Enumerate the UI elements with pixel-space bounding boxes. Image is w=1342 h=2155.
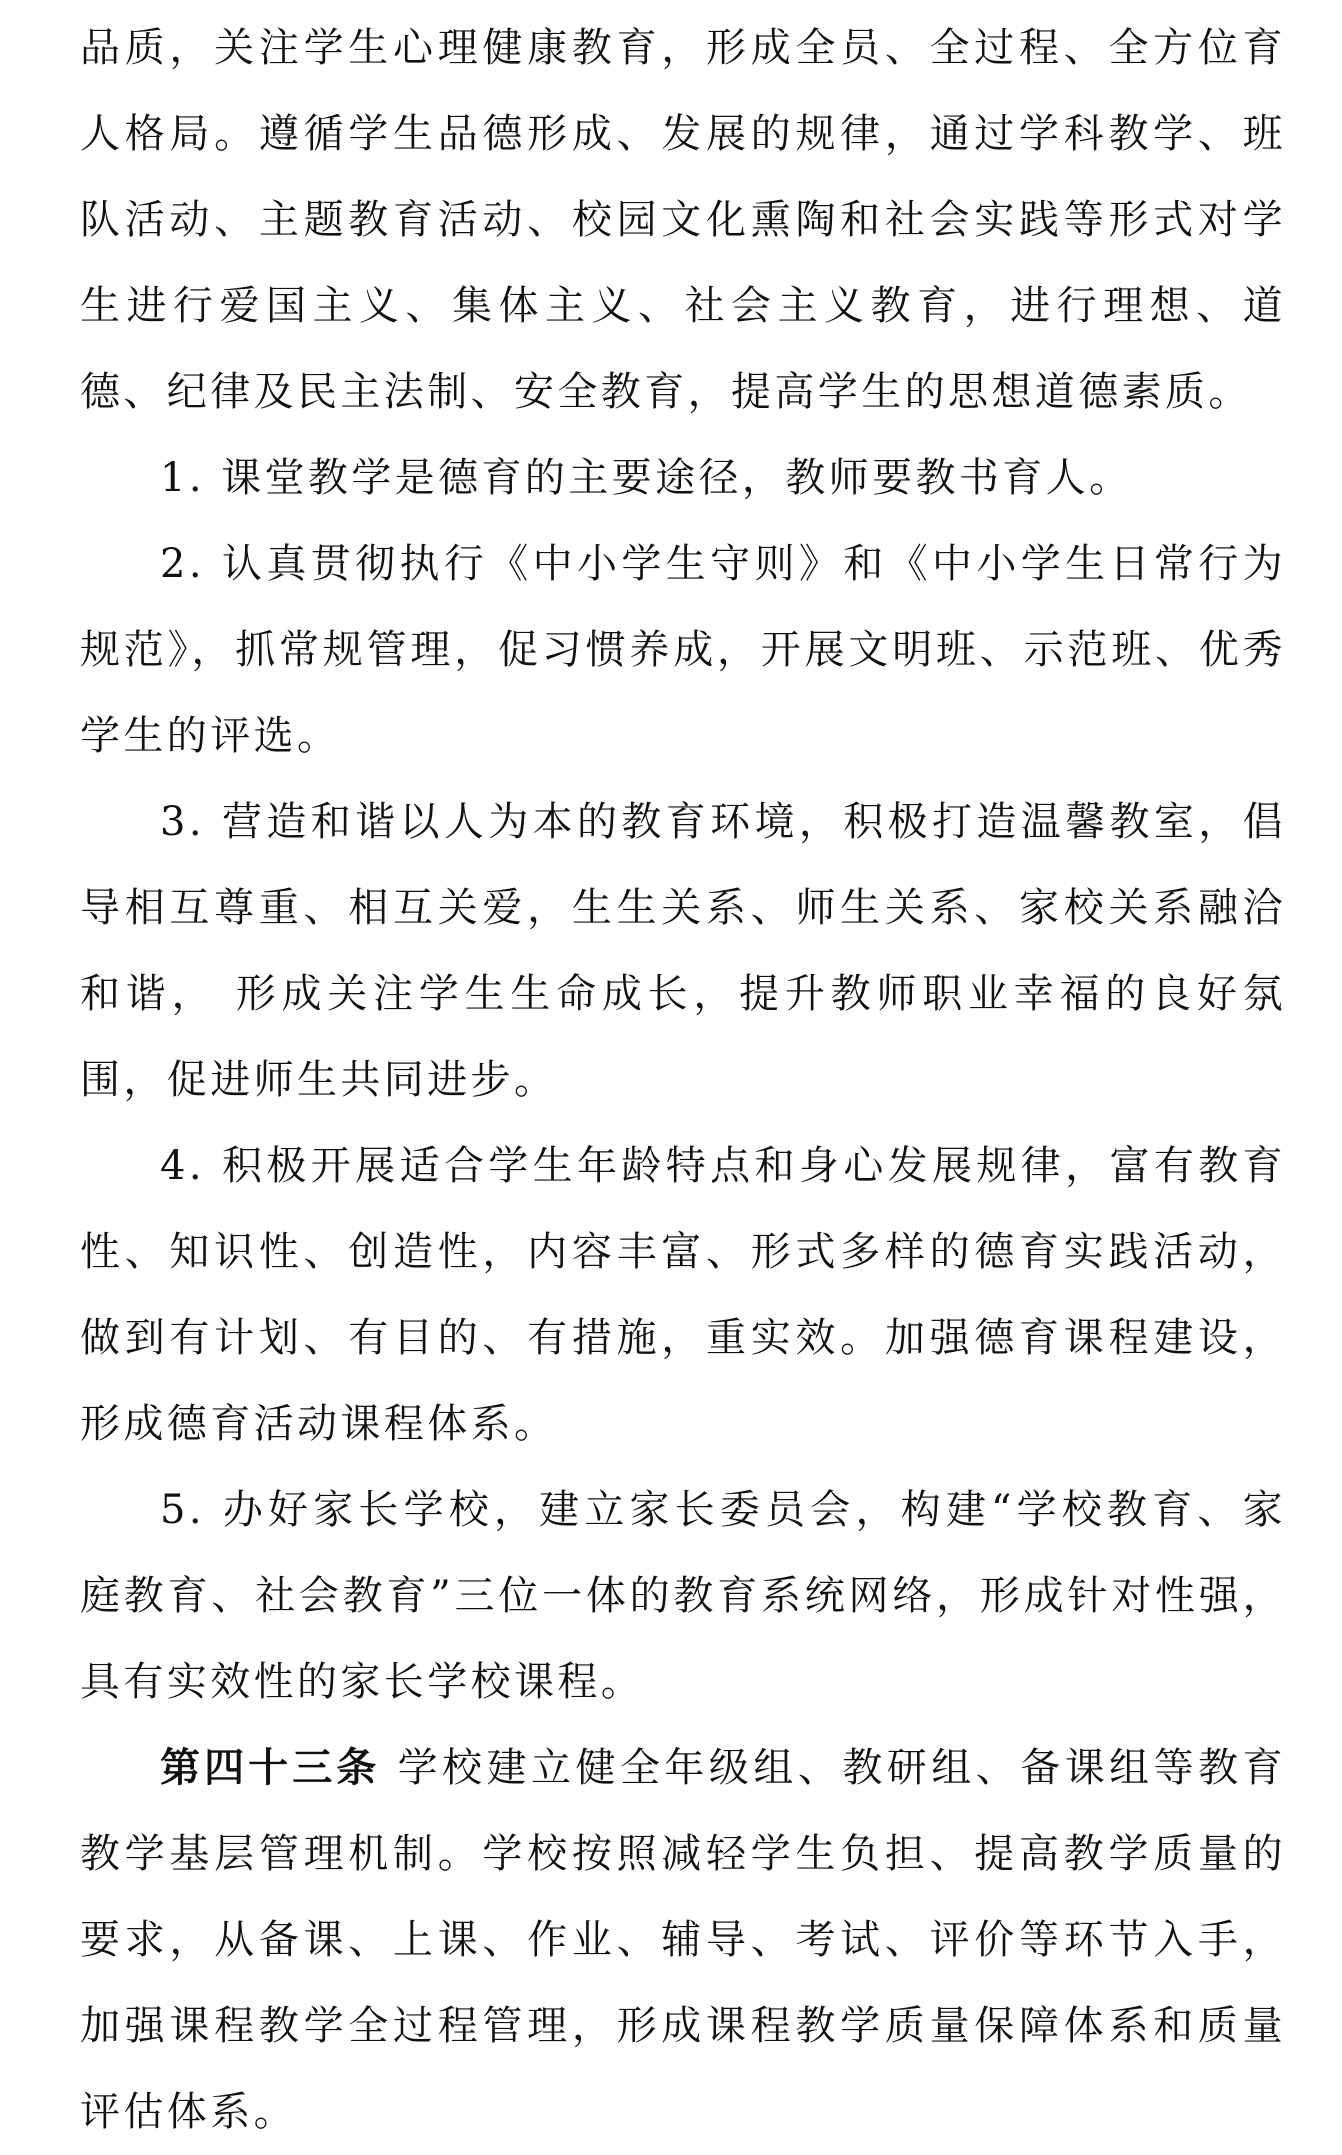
item-1-paragraph: 1. 课堂教学是德育的主要途径，教师要教书育人。 — [160, 455, 1133, 501]
article-43-heading: 第四十三条 — [160, 1744, 381, 1791]
article-43-paragraph — [80, 1725, 1286, 2155]
item-5-paragraph: 5. 办好家长学校，建立家长委员会，构建“学校教育、家庭教育、社会教育”三位一体的教育系统网络，形成针对性强，具有实效性的家长学校课程。 — [80, 1487, 1286, 1705]
article-43-body: 学校建立健全年级组、教研组、备课组等教育教学基层管理机制。学校按照减轻学生负担、提高教学质量的要求，从备课、上课、作业、辅导、考试、评价等环节入手，加强课程教学全过程管理，形成课程教学质量保障体系和质量评估体系。 — [80, 1745, 1287, 2135]
document-page — [80, 0, 1286, 2155]
intro-paragraph: 品质，关注学生心理健康教育，形成全员、全过程、全方位育人格局。遵循学生品德形成、发展的规律，通过学科教学、班队活动、主题教育活动、校园文化熏陶和社会实践等形式对学生进行爱国主义、集体主义、社会主义教育，进行理想、道德、纪律及民主法制、安全教育，提高学生的思想道德素质。 — [80, 25, 1286, 415]
item-2-paragraph: 2. 认真贯彻执行《中小学生守则》和《中小学生日常行为规范》，抓常规管理，促习惯养成，开展文明班、示范班、优秀学生的评选。 — [80, 541, 1286, 759]
item-4-paragraph: 4. 积极开展适合学生年龄特点和身心发展规律，富有教育性、知识性、创造性，内容丰富、形式多样的德育实践活动，做到有计划、有目的、有措施，重实效。加强德育课程建设，形成德育活动课程体系。 — [80, 1143, 1286, 1447]
item-3-paragraph: 3. 营造和谐以人为本的教育环境，积极打造温馨教室，倡导相互尊重、相互关爱，生生关系、师生关系、家校关系融洽和谐， 形成关注学生生命成长，提升教师职业幸福的良好氛围，促进师生共同进步。 — [80, 799, 1286, 1103]
